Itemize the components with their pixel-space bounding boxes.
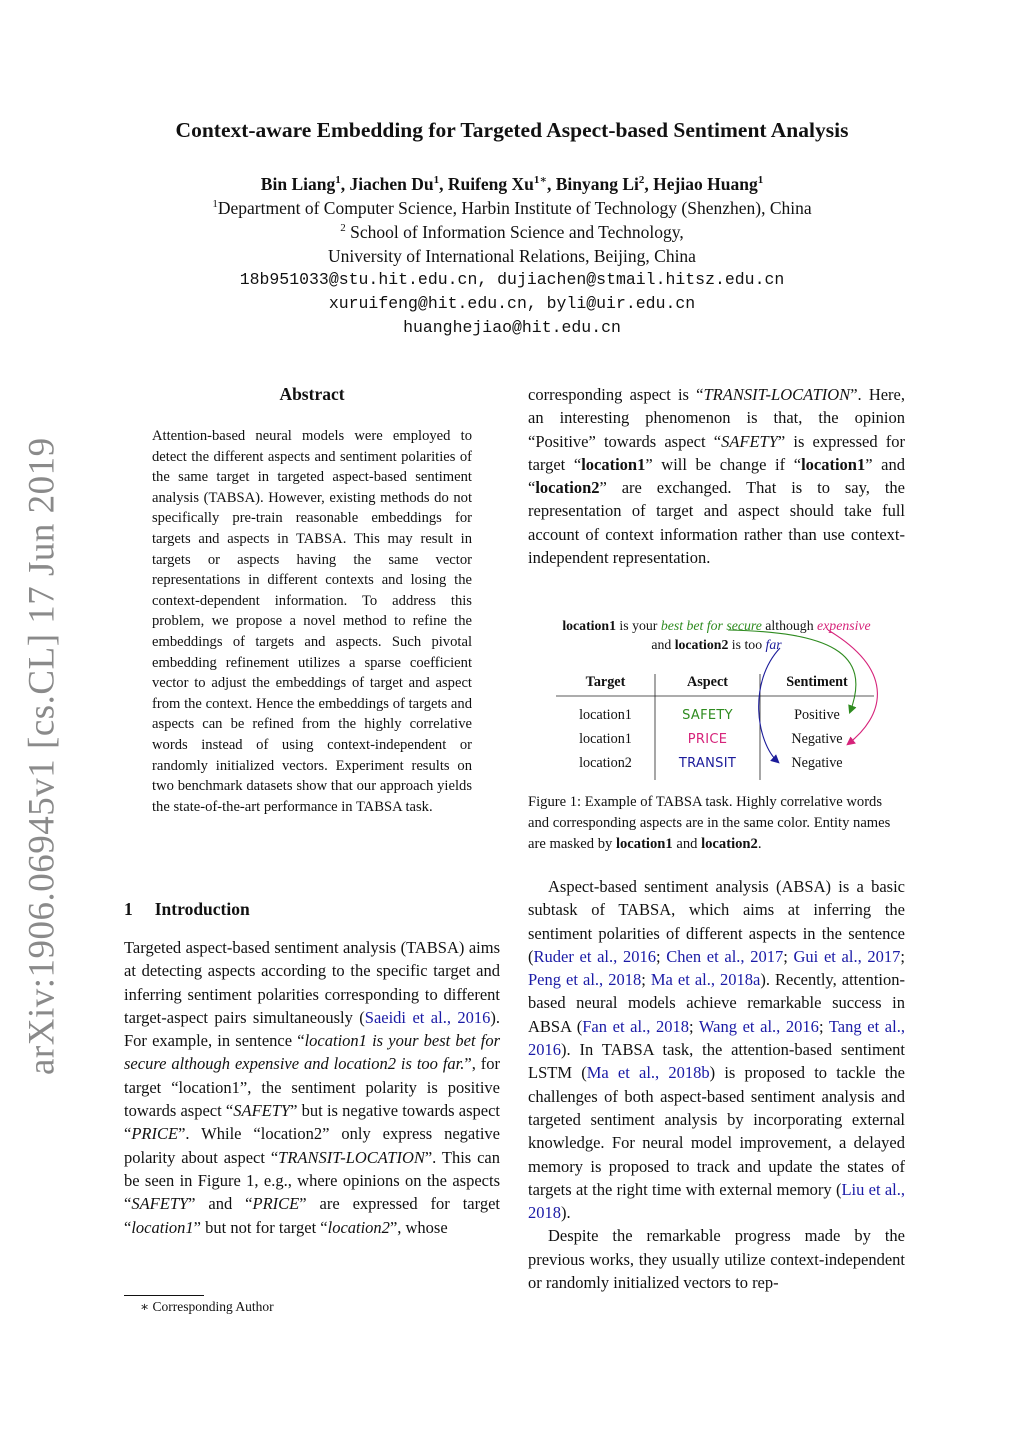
- citation-link[interactable]: Ruder et al., 2016: [533, 946, 656, 966]
- highlight-safety-words: best bet for secure: [660, 618, 762, 633]
- abstract-text: Attention-based neural models were employed to detect the different aspects and sentiment polarities of the same target in targeted aspect-based sentiment analysis (TABSA). However, existing methods do not specifically pre-train reasonable embeddings for targets and aspects in TABSA. This may result in targets or aspects having the same vector representations in different contexts and losing the context-dependent information. To address this problem, we propose a novel method to refine the embeddings of targets and aspects. Such pivotal embedding refinement utilizes a sparse coefficient vector to adjust the embeddings of target and aspect from the context. Hence the embeddings of targets and aspects can be refined from the highly correlative words instead of using context-independent or randomly initialized vectors. Experiment results on two benchmark datasets show that our approach yields the state-of-the-art performance in TABSA task.: [152, 428, 472, 815]
- email-line: huanghejiao@hit.edu.cn: [403, 318, 621, 337]
- arrow-safety: [728, 630, 856, 712]
- figure-sentence: location1 is your best bet for secure although expensive and location2 is too far: [562, 618, 871, 652]
- citation-link[interactable]: Fan et al., 2018: [582, 1016, 689, 1036]
- table-header: Target: [585, 674, 626, 690]
- highlight-price-words: expensive: [817, 618, 871, 633]
- table-cell: location1: [579, 731, 632, 747]
- body-paragraphs: Aspect-based sentiment analysis (ABSA) is a basic subtask of TABSA, which aims at inferring the sentiment polarities of different aspects in the sentence (Ruder et al., 2016; Chen et al., 2017; Gui et al., 2017; Peng et al., 2018; Ma et al., 2018a). Recently, attention-based neural models achieve remarkable success in ABSA (Fan et al., 2018; Wang et al., 2016; Tang et al., 2016). In TABSA task, the attention-based sentiment LSTM (Ma et al., 2018b) is proposed to tackle the challenges of both aspect-based sentiment analysis and targeted sentiment analysis by incorporating external knowledge. For neural model improvement, a delayed memory is proposed to track and update the states of targets at the right time with external memory (Liu et al., 2018). Despite the remarkable progress made by the previous works, they usually utilize context-independent or randomly initialized vectors to rep-: [528, 875, 905, 1294]
- paper-title: Context-aware Embedding for Targeted Aspect-based Sentiment Analysis: [175, 118, 849, 142]
- intro-paragraph: Targeted aspect-based sentiment analysis (TABSA) aims at detecting aspects according to the specific target and inferring sentiment polarities corresponding to different target-aspect pairs simultaneously (Saeidi et al., 2016). For example, in sentence “location1 is your best bet for secure although expensive and location2 is too far.”, for target “location1”, the sentiment polarity is positive towards aspect “SAFETY” but is negative towards aspect “PRICE”. While “location2” only express negative polarity about aspect “TRANSIT-LOCATION”. This can be seen in Figure 1, e.g., where opinions on the aspects “SAFETY” and “PRICE” are expressed for target “location1” but not for target “location2”, whose: [124, 938, 500, 1237]
- footnote: ∗ Corresponding Author: [140, 1299, 274, 1314]
- author: Binyang Li: [555, 174, 639, 194]
- citation-link[interactable]: Liu et al., 2018: [528, 1179, 905, 1223]
- section-heading: 1 Introduction: [124, 899, 250, 919]
- author: Ruifeng Xu: [447, 174, 534, 194]
- table-cell: location2: [579, 755, 632, 771]
- affiliation-1: $^1$Department of Computer Science, Harbin Institute of Technology (Shenzhen), China: [212, 198, 812, 218]
- abstract-heading: Abstract: [279, 384, 345, 404]
- highlight-transit-words: far: [765, 637, 782, 652]
- affiliation-2-line-2: University of International Relations, Beijing, China: [328, 246, 696, 266]
- table-cell: Positive: [794, 707, 840, 723]
- table-cell: PRICE: [687, 732, 728, 747]
- citation-link[interactable]: Peng et al., 2018: [528, 970, 642, 990]
- author: Jiachen Du: [349, 174, 434, 194]
- table-cell: SAFETY: [682, 708, 733, 723]
- affiliation-2: $^2$ School of Information Science and Technology,: [340, 222, 684, 242]
- citation-link[interactable]: Gui et al., 2017: [793, 946, 901, 966]
- author-block: [0, 172, 1024, 340]
- arrow-price: [828, 630, 877, 744]
- table-cell: Negative: [791, 755, 843, 771]
- table-header: Aspect: [687, 674, 728, 690]
- citation-link[interactable]: Ma et al., 2018a: [650, 970, 761, 990]
- citation-link[interactable]: Wang et al., 2016: [698, 1016, 819, 1036]
- table-cell: Negative: [791, 731, 843, 747]
- citation-link[interactable]: Ma et al., 2018b: [586, 1063, 710, 1083]
- figure-caption: Figure 1: Example of TABSA task. Highly correlative words and corresponding aspects are in the same color. Entity names are masked by location1 and location2.: [528, 794, 891, 852]
- table-cell: location1: [579, 707, 632, 723]
- citation-link[interactable]: Saeidi et al., 2016: [364, 1007, 491, 1027]
- footnote-divider: [124, 1295, 204, 1296]
- citation-link[interactable]: Tang et al., 2016: [528, 1016, 905, 1060]
- figure-arrows: [528, 612, 905, 782]
- paragraph: Despite the remarkable progress made by the previous works, they usually utilize context-independent or randomly initialized vectors to rep-: [528, 1226, 905, 1293]
- email-line: xuruifeng@hit.edu.cn, byli@uir.edu.cn: [328, 294, 696, 313]
- continuation-paragraph: corresponding aspect is “TRANSIT-LOCATION”. Here, an interesting phenomenon is that, the opinion “Positive” towards aspect “SAFETY” is expressed for target “location1” will be change if “location1” and “location2” are exchanged. That is to say, the representation of target and aspect should take full account of context information rather than use context-independent representation.: [528, 385, 905, 568]
- email-line: 18b951033@stu.hit.edu.cn, dujiachen@stmail.hitsz.edu.cn: [239, 270, 785, 289]
- arxiv-stamp: arXiv:1906.06945v1 [cs.CL] 17 Jun 2019: [21, 437, 63, 1075]
- table-cell: TRANSIT: [678, 756, 737, 771]
- arrow-transit: [759, 648, 780, 762]
- citation-link[interactable]: Chen et al., 2017: [666, 946, 784, 966]
- author: Hejiao Huang: [653, 174, 758, 194]
- author-names: Bin Liang$^1$, Jiachen Du$^1$, Ruifeng $Xu^{1∗}$, Binyang Li$^2$, Hejiao Huang$^1$: [260, 174, 764, 194]
- author: Bin Liang: [260, 174, 336, 194]
- table-header: Sentiment: [786, 674, 848, 690]
